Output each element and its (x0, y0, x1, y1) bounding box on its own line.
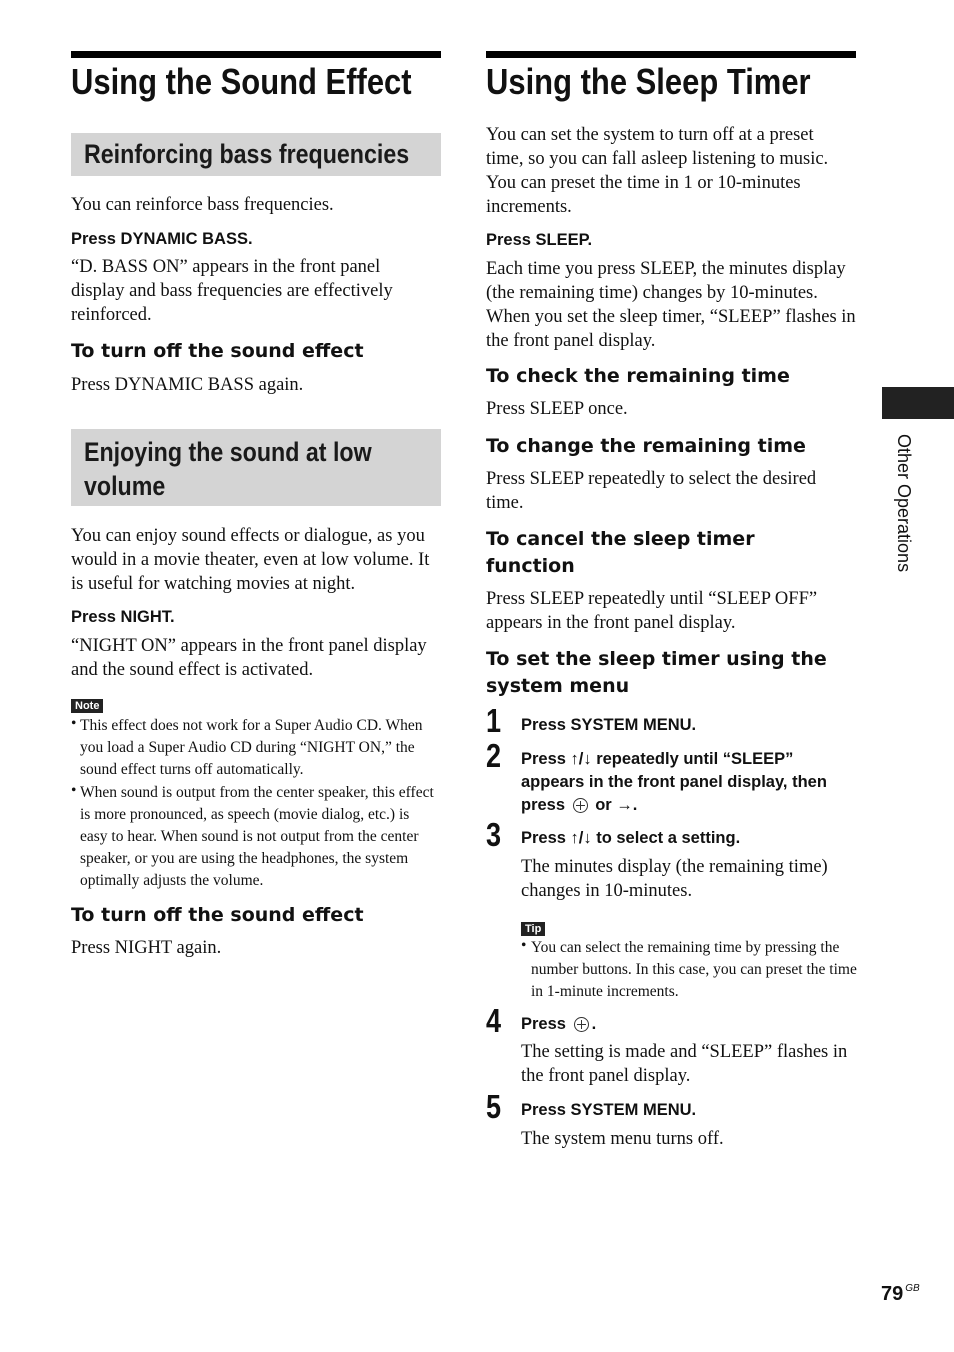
bullet-icon: • (71, 715, 77, 732)
note-text: When sound is output from the center speaker, this effect is more pronounced, as speech (movie dialog, etc.) is easy to hear. When sound is not output from the center speaker, or you are using the headphones, the system optimally adjusts the volume. (80, 784, 434, 889)
note-text: This effect does not work for a Super Audio CD. When you load a Super Audio CD during “NIGHT ON,” the sound effect turns off automatically. (80, 717, 423, 778)
page-number-suffix: GB (905, 1283, 920, 1294)
tip-text: You can select the remaining time by pressing the number buttons. In this case, you can preset the time in 1-minute increments. (531, 939, 857, 1000)
change-heading: To change the remaining time (486, 435, 806, 457)
page-title-sound-effect: Using the Sound Effect (71, 61, 412, 102)
step-detail: The system menu turns off. (521, 1129, 724, 1149)
sleep-instruction: Press SLEEP. (486, 231, 593, 249)
bass-section-header (71, 133, 441, 176)
bass-intro: You can reinforce bass frequencies. (71, 195, 334, 215)
menu-heading: To set the sleep timer using the system menu (486, 648, 827, 697)
enter-button-icon (574, 1017, 589, 1032)
step-text: Press SYSTEM MENU. (521, 716, 697, 734)
step-text-part: Press (521, 1015, 566, 1033)
night-intro: You can enjoy sound effects or dialogue, as you would in a movie theater, even at low volume. It is useful for watching movies at night. (71, 526, 430, 594)
tip-badge: Tip (521, 922, 545, 936)
check-text: Press SLEEP once. (486, 399, 628, 419)
step-number: 1 (486, 702, 502, 739)
bass-off-text: Press DYNAMIC BASS again. (71, 375, 304, 395)
section-tab (882, 387, 954, 419)
step-text-part: or →. (595, 796, 638, 814)
change-text: Press SLEEP repeatedly to select the desired time. (486, 469, 817, 513)
step-text-part: . (591, 1015, 597, 1033)
sleep-intro: You can set the system to turn off at a preset time, so you can fall asleep listening to music. You can preset the time in 1 or 10-minutes increments. (486, 125, 829, 217)
cancel-text: Press SLEEP repeatedly until “SLEEP OFF” appears in the front panel display. (486, 589, 818, 633)
step-number: 3 (486, 816, 502, 853)
title-rule (486, 51, 856, 58)
step-detail: The minutes display (the remaining time) changes in 10-minutes. (521, 857, 828, 901)
cancel-heading: To cancel the sleep timer function (486, 528, 755, 577)
section-tab-label: Other Operations (894, 434, 914, 573)
step-text (521, 1013, 596, 1036)
step-text: Press SYSTEM MENU. (521, 1101, 697, 1119)
bass-section-heading: Reinforcing bass frequencies (84, 139, 410, 169)
sleep-result: Each time you press SLEEP, the minutes display (the remaining time) changes by 10-minutes. When you set the sleep timer, “SLEEP” flashes in the front panel display. (486, 259, 856, 351)
step-text (521, 748, 861, 817)
bullet-icon: • (71, 782, 77, 799)
bass-instruction: Press DYNAMIC BASS. (71, 230, 253, 248)
night-section-header (71, 429, 441, 506)
step-text: Press ↑/↓ to select a setting. (521, 829, 741, 847)
page-number-value: 79 (881, 1283, 904, 1305)
step-number: 4 (486, 1002, 502, 1039)
night-off-text: Press NIGHT again. (71, 938, 222, 958)
bass-result: “D. BASS ON” appears in the front panel display and bass frequencies are effectively reinforced. (71, 257, 393, 325)
step-number: 2 (486, 737, 502, 774)
night-section-heading: Enjoying the sound at low volume (84, 437, 372, 501)
step-text-part: Press ↑/↓ repeatedly until “SLEEP” appears in the front panel display, then press (521, 750, 827, 814)
check-heading: To check the remaining time (486, 365, 790, 387)
bullet-icon: • (521, 937, 527, 954)
page-number (881, 1283, 920, 1306)
enter-button-icon (573, 798, 588, 813)
note-badge: Note (71, 699, 103, 713)
title-rule (71, 51, 441, 58)
bass-off-heading: To turn off the sound effect (71, 340, 364, 362)
page-title-sleep-timer: Using the Sleep Timer (486, 61, 811, 102)
night-off-heading: To turn off the sound effect (71, 904, 364, 926)
night-instruction: Press NIGHT. (71, 608, 175, 626)
night-result: “NIGHT ON” appears in the front panel display and the sound effect is activated. (71, 636, 427, 680)
step-number: 5 (486, 1088, 502, 1125)
step-detail: The setting is made and “SLEEP” flashes in the front panel display. (521, 1042, 848, 1086)
